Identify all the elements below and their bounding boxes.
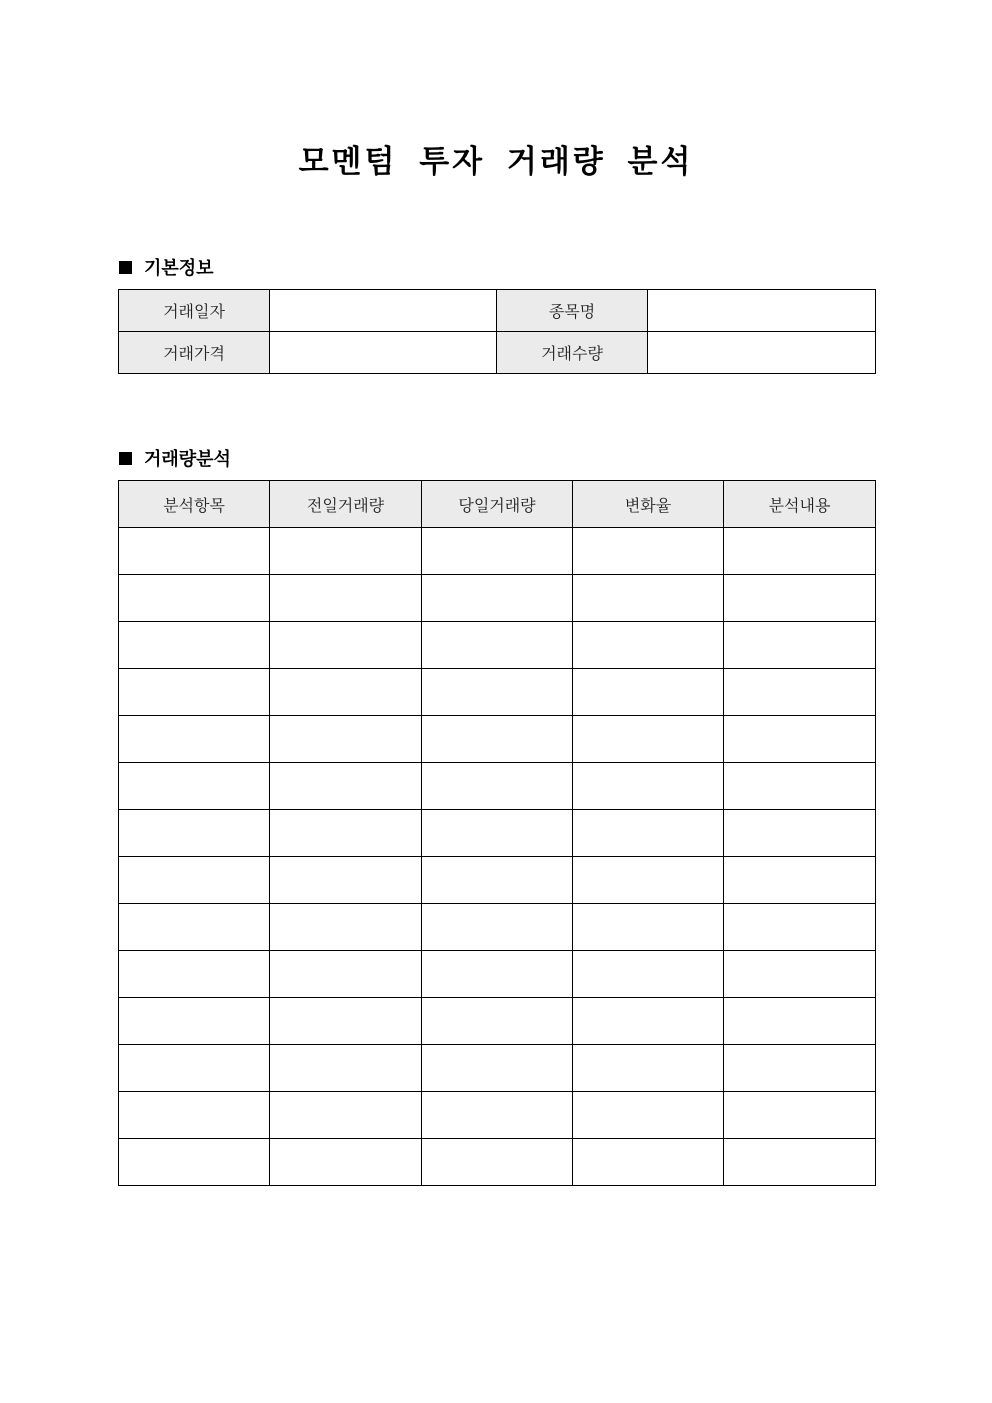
label-stock-name: 종목명 <box>497 290 648 332</box>
column-header: 당일거래량 <box>422 481 573 528</box>
table-cell[interactable] <box>573 904 724 951</box>
table-cell[interactable] <box>119 716 270 763</box>
table-cell[interactable] <box>573 622 724 669</box>
table-cell[interactable] <box>119 998 270 1045</box>
table-cell[interactable] <box>422 669 573 716</box>
table-row <box>119 622 876 669</box>
table-row <box>119 332 876 374</box>
volume-analysis-table <box>118 480 876 1186</box>
section-heading-label: 거래량분석 <box>144 449 231 470</box>
table-cell[interactable] <box>573 1045 724 1092</box>
field-trade-date[interactable] <box>270 290 497 332</box>
table-cell[interactable] <box>422 904 573 951</box>
table-cell[interactable] <box>573 528 724 575</box>
table-cell[interactable] <box>270 622 422 669</box>
table-cell[interactable] <box>270 857 422 904</box>
table-cell[interactable] <box>422 810 573 857</box>
table-cell[interactable] <box>270 810 422 857</box>
square-bullet-icon <box>119 261 132 274</box>
table-cell[interactable] <box>573 1139 724 1186</box>
section-heading-volume-analysis <box>119 445 231 471</box>
table-cell[interactable] <box>119 1092 270 1139</box>
table-cell[interactable] <box>573 669 724 716</box>
column-header: 변화율 <box>573 481 724 528</box>
table-row <box>119 1045 876 1092</box>
table-cell[interactable] <box>724 1045 876 1092</box>
table-cell[interactable] <box>119 1045 270 1092</box>
table-cell[interactable] <box>422 857 573 904</box>
table-row <box>119 763 876 810</box>
table-row <box>119 951 876 998</box>
table-cell[interactable] <box>724 998 876 1045</box>
table-cell[interactable] <box>422 575 573 622</box>
table-row <box>119 716 876 763</box>
table-cell[interactable] <box>573 763 724 810</box>
table-cell[interactable] <box>422 1045 573 1092</box>
table-cell[interactable] <box>119 904 270 951</box>
table-cell[interactable] <box>422 528 573 575</box>
table-header-row <box>119 481 876 528</box>
table-row <box>119 575 876 622</box>
table-cell[interactable] <box>119 622 270 669</box>
table-cell[interactable] <box>724 951 876 998</box>
table-cell[interactable] <box>422 763 573 810</box>
table-cell[interactable] <box>119 857 270 904</box>
table-row <box>119 528 876 575</box>
table-cell[interactable] <box>270 669 422 716</box>
table-cell[interactable] <box>119 575 270 622</box>
table-cell[interactable] <box>119 669 270 716</box>
table-row <box>119 857 876 904</box>
table-cell[interactable] <box>724 716 876 763</box>
label-trade-date: 거래일자 <box>119 290 270 332</box>
table-cell[interactable] <box>724 575 876 622</box>
table-row <box>119 669 876 716</box>
table-cell[interactable] <box>270 998 422 1045</box>
table-cell[interactable] <box>270 951 422 998</box>
table-row <box>119 904 876 951</box>
column-header: 분석항목 <box>119 481 270 528</box>
field-trade-price[interactable] <box>270 332 497 374</box>
table-cell[interactable] <box>573 1092 724 1139</box>
table-cell[interactable] <box>573 716 724 763</box>
table-cell[interactable] <box>270 575 422 622</box>
table-cell[interactable] <box>724 810 876 857</box>
field-stock-name[interactable] <box>648 290 876 332</box>
table-cell[interactable] <box>270 1139 422 1186</box>
label-trade-quantity: 거래수량 <box>497 332 648 374</box>
table-cell[interactable] <box>422 622 573 669</box>
square-bullet-icon <box>119 452 132 465</box>
column-header: 전일거래량 <box>270 481 422 528</box>
table-cell[interactable] <box>422 951 573 998</box>
table-cell[interactable] <box>270 716 422 763</box>
table-cell[interactable] <box>573 857 724 904</box>
table-cell[interactable] <box>422 998 573 1045</box>
table-cell[interactable] <box>573 575 724 622</box>
table-row <box>119 998 876 1045</box>
table-cell[interactable] <box>724 622 876 669</box>
table-cell[interactable] <box>270 1092 422 1139</box>
table-cell[interactable] <box>119 1139 270 1186</box>
table-cell[interactable] <box>119 810 270 857</box>
table-cell[interactable] <box>724 763 876 810</box>
table-row <box>119 290 876 332</box>
basic-info-table <box>118 289 876 374</box>
section-heading-basic-info <box>119 254 214 280</box>
table-cell[interactable] <box>422 716 573 763</box>
table-cell[interactable] <box>422 1139 573 1186</box>
table-cell[interactable] <box>724 904 876 951</box>
page-title: 모멘텀 투자 거래량 분석 <box>298 144 694 180</box>
table-row <box>119 1139 876 1186</box>
label-trade-price: 거래가격 <box>119 332 270 374</box>
section-heading-label: 기본정보 <box>144 258 214 279</box>
table-cell[interactable] <box>119 763 270 810</box>
field-trade-quantity[interactable] <box>648 332 876 374</box>
table-cell[interactable] <box>270 1045 422 1092</box>
table-cell[interactable] <box>119 951 270 998</box>
table-cell[interactable] <box>724 1139 876 1186</box>
table-row <box>119 1092 876 1139</box>
table-cell[interactable] <box>573 998 724 1045</box>
table-cell[interactable] <box>724 528 876 575</box>
table-cell[interactable] <box>573 810 724 857</box>
table-row <box>119 810 876 857</box>
table-cell[interactable] <box>724 857 876 904</box>
table-cell[interactable] <box>724 669 876 716</box>
table-cell[interactable] <box>422 1092 573 1139</box>
table-cell[interactable] <box>270 528 422 575</box>
column-header: 분석내용 <box>724 481 876 528</box>
table-cell[interactable] <box>573 951 724 998</box>
table-cell[interactable] <box>724 1092 876 1139</box>
table-cell[interactable] <box>270 904 422 951</box>
table-cell[interactable] <box>119 528 270 575</box>
table-cell[interactable] <box>270 763 422 810</box>
